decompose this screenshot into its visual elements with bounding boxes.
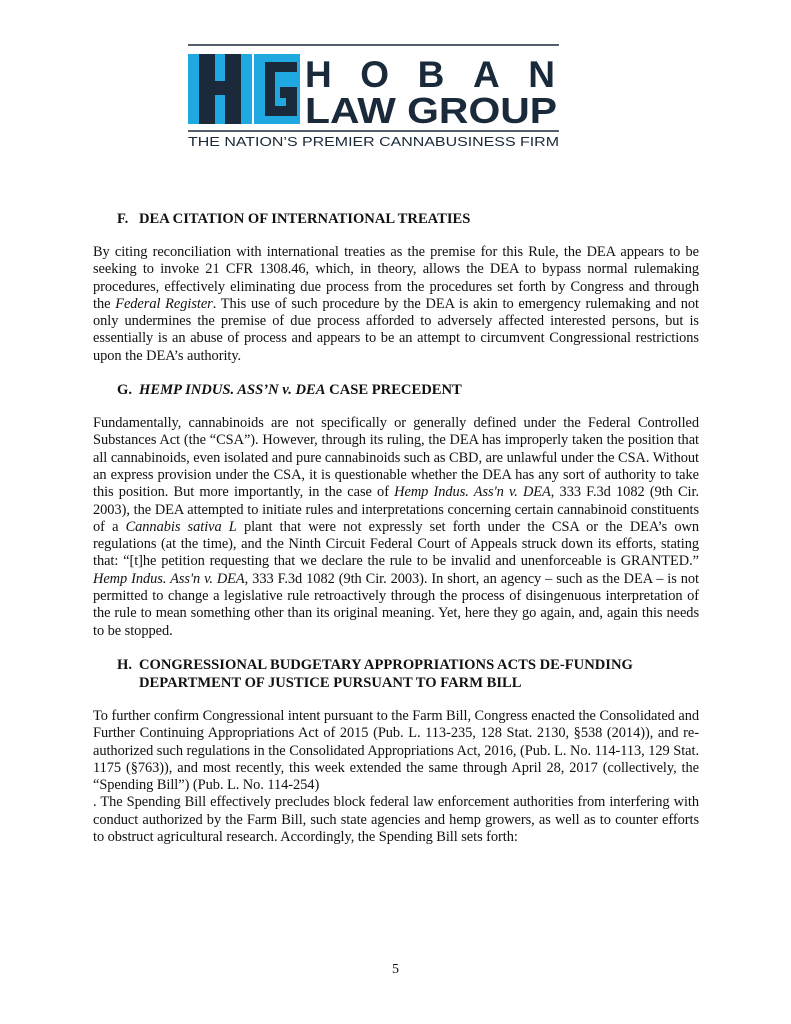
section-letter: H. xyxy=(117,656,132,673)
section-title-line: CONGRESSIONAL BUDGETARY APPROPRIATIONS ACTS DE-FUNDING xyxy=(139,656,633,673)
section-title: DEA CITATION OF INTERNATIONAL TREATIES xyxy=(139,211,471,227)
hoban-law-group-logo xyxy=(185,42,565,152)
text-run: , 333 F.3d 1082 (9th Cir. 2003), the DEA attempted to initiate rules and interpretations concerning certain cannabinoid constituents of a xyxy=(93,484,699,535)
section-h-heading xyxy=(93,656,699,692)
section-letter: F. xyxy=(117,211,129,227)
section-g-paragraph xyxy=(93,415,699,640)
case-citation: Hemp Indus. Ass'n v. DEA xyxy=(93,570,245,587)
species-name: Cannabis sativa L xyxy=(125,518,237,535)
section-g-body xyxy=(93,415,699,640)
text-run: By citing reconciliation with international treaties as the premise for this Rule, the DEA appears to be seeking to invoke 21 CFR 1308.46, which, in theory, allows the DEA to bypass normal rulemaking procedures, effectively eliminating due process from the procedures set forth by Congress and through the xyxy=(93,244,699,312)
section-title xyxy=(139,656,699,692)
publication-name: Federal Register xyxy=(115,295,213,312)
section-f-heading xyxy=(93,210,699,228)
section-h-body xyxy=(93,708,699,846)
text-run: . This use of such procedure by the DEA is akin to emergency rulemaking and not only undermines the premise of due process afforded to adversely affected interested persons, but is essentially is an abuse of process and appears to be an attempt to circumvent Congressional restrictions upon the DEA’s authority. xyxy=(93,295,699,364)
section-h-paragraph: To further confirm Congressional intent pursuant to the Farm Bill, Congress enacted the Consolidated and Further Continuing Appropriations Act of 2015 (Pub. L. 113-235, 128 Stat. 2130, §538 (2014)), and re-authorized such regulations in the Consolidated Appropriations Act, 2016, (Pub. L. No. 114-113, 129 Stat. 1175 (§763)), and most recently, this week extended the same through April 28, 2017 (collectively, the “Spending Bill”) (Pub. L. No. 114-254) xyxy=(93,707,699,794)
section-title-case-name: HEMP INDUS. ASS’N v. DEA xyxy=(139,382,326,399)
section-title xyxy=(139,381,699,399)
letter-body xyxy=(93,210,699,846)
section-g-heading xyxy=(93,381,699,399)
text-run: , 333 F.3d 1082 (9th Cir. 2003). In short, an agency – such as the DEA – is not permitted to change a legislative rule retroactively through the process of disingenuous interpretation of the rule to mean something other than its original meaning. Yet, here they go again, and, again this needs to be stopped. xyxy=(93,570,699,639)
section-title-rest: CASE PRECEDENT xyxy=(325,382,462,399)
firm-tagline: THE NATION’S PREMIER CANNABUSINESS FIRM xyxy=(188,135,559,149)
firm-name-line1: HOBAN xyxy=(305,54,555,95)
text-run: plant that were not expressly set forth under the CSA or the DEA’s own regulations (at the time), and the Ninth Circuit Federal Court of Appeals struck down its efforts, stating that: “[t]he petition requesting that we declare the rule to be invalid and unenforceable is GRANTED.” xyxy=(93,518,699,570)
section-title-line: DEPARTMENT OF JUSTICE PURSUANT TO FARM BILL xyxy=(139,674,522,691)
hg-mark-h xyxy=(188,54,252,124)
firm-name-line2: LAW GROUP xyxy=(305,90,557,131)
section-h-paragraph-continued: . The Spending Bill effectively precludes block federal law enforcement authorities from interfering with conduct authorized by the Farm Bill, such state agencies and hemp growers, as well as to counter efforts to obstruct agricultural research. Accordingly, the Spending Bill sets forth: xyxy=(93,794,699,846)
section-f-paragraph xyxy=(93,244,699,365)
text-run: Fundamentally, cannabinoids are not specifically or generally defined under the Federal Controlled Substances Act (the “CSA”). However, through its ruling, the DEA has improperly taken the position that all cannabinoids, even isolated and pure cannabinoids such as CBD, are unlawful under the CSA. Without an express provision under the CSA, it is questionable whether the DEA has any sort of authority to take this position. But more importantly, in the case of xyxy=(93,415,699,501)
letterhead xyxy=(0,0,791,160)
case-citation: Hemp Indus. Ass'n v. DEA xyxy=(394,484,551,501)
hg-mark-g xyxy=(254,54,300,124)
section-letter: G. xyxy=(117,382,132,399)
page-number: 5 xyxy=(392,962,399,977)
section-f-body xyxy=(93,244,699,365)
